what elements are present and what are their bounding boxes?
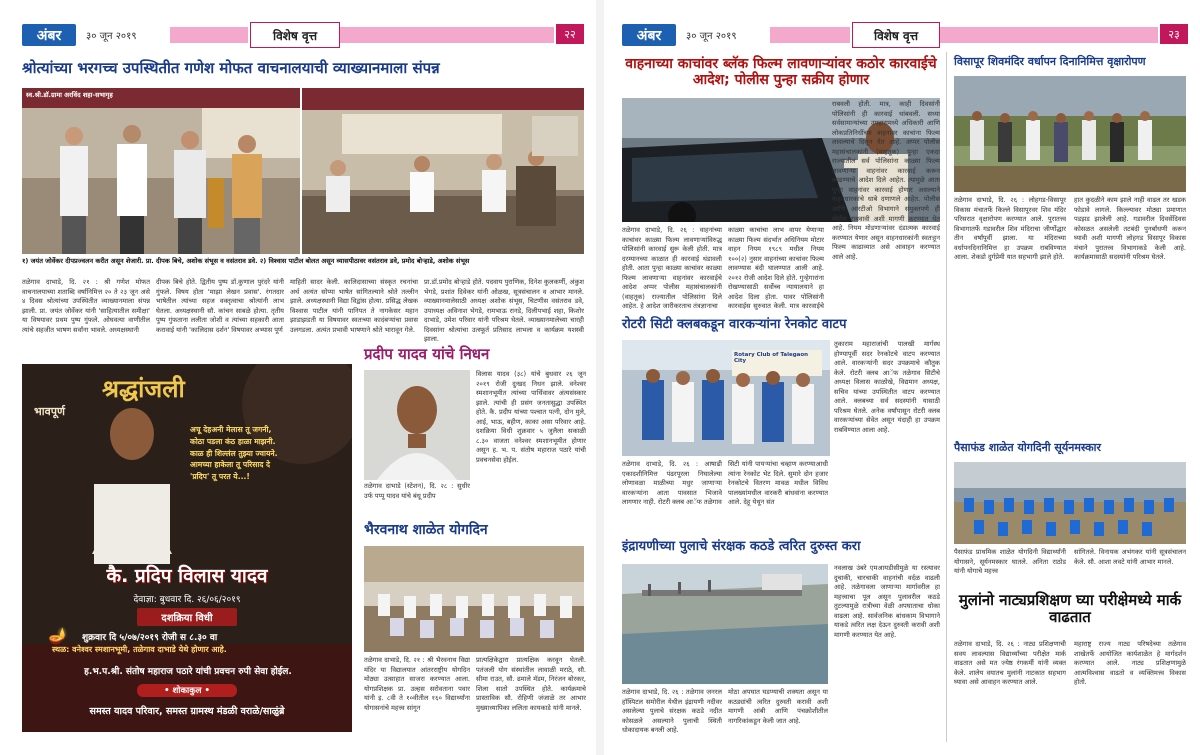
article-headline: मुलांनो नाट्यप्रशिक्षण घ्या परीक्षेमध्ये मार्क वाढतात [958, 591, 1182, 627]
header-bar [770, 27, 850, 43]
obituary-ad [22, 364, 352, 732]
ritual-time: शुक्रवार दि ५/०७/२०१९ रोजी स ८.३० वा [82, 633, 218, 643]
left-page [0, 0, 596, 755]
death-date: देवाज्ञा: बुधवार दि. २६/०६/२०१९ [133, 595, 241, 605]
photo-caption: तळेगाव दाभाडे (स्टेशन), दि. २८ : सुधीर उर्फ पप्पू यादव यांचे बंधू प्रदीप [364, 482, 470, 500]
article-column: पैसाफंड प्राथमिक शाळेत योगदिनी विद्यार्थ्यांनी योगासने, सूर्यनमस्कार घातले. अनिता राठोड यांनी योगाचे महत्त्व [954, 548, 1066, 576]
header-bar [170, 27, 248, 43]
hall-banner: स्व.श्री.डॉ.ग्रामा अरविंद शहा-सभागृह [26, 91, 113, 99]
column-divider [946, 52, 947, 742]
issue-date: ३० जून २०१९ [86, 31, 137, 42]
article-headline: वाहनाच्या काचांवर ब्लॅक फिल्म लावणाऱ्यांवर कठोर कारवाईचे आदेश; पोलीस पुन्हा सक्रीय होणार [625, 56, 937, 89]
mourners-label: • शोकाकुल • [137, 684, 237, 697]
article-column: तळेगाव दाभाडे, दि. २१ : श्री भैरवनाथ विद्या मंदिर या विद्यालयात आंतरराष्ट्रीय योगदिन मोठ्या उत्साहात साजरा करण्यात आला. योगप्रशिक्षक प्रा. उल्हस सरोवताना पवार यांनी इ. ८वी ते १०वीतील १६० विद्यार्थ्यांना योगासनांचे महत्त्व सांगून [364, 656, 470, 712]
article-column: हात कुदळीने काम झाले नाही वाढल तर खडक फोडावे लागले. किल्ल्यावर मोठ्या प्रमाणात पडझड झालेली आहे. गडावरील दिवसेंदिवस कोसळत असलेली तटबंदी पुनर्बांधणी करून घ्यावी अशी मागणी लोहगड विसापूर विकास मंचाने पुरातत्त्व विभागाकडे केली आहे. कार्यक्रमासाठी सदस्यांनी परिश्रम घेतले. [1074, 196, 1186, 262]
header-bar [340, 27, 554, 43]
article-column: तळेगाव दाभाडे, दि. २६ : आषाढी एकादशीनिमित्त पंढरपूरला निघालेल्या लोणावळा माळीच्या मधुर जाणाऱ्या वारकऱ्यांना आता पावसात भिजावे लागणार नाही. रोटरी क्लब आॅफ तळेगाव [622, 460, 722, 507]
portrait-photo [364, 370, 470, 480]
article-column: माहिती सादर केली. कालिदासाच्या संस्कृत रचनांचा अर्थ अत्यंत सोप्या भाषेत सांगितल्याने श्रोते तल्लीन झाले. अध्यक्षस्थानी विद्या विद्वांस होत्या. प्रसिद्ध लेखक विश्वास पाटील यांनी पानिपत ते नागकेसर महान झाडाझडती या विषयावर स्वतःच्या कादंबऱ्यांचा प्रवास उलगडला. अत्यंत प्रभावी भाषणाने श्रोते भारावून गेले. [290, 278, 418, 334]
article-column: तळेगाव दाभाडे, दि. २१ : श्री गणेश मोफत वाचनालयाच्या शताब्दि वर्षानिमित्त २० ते २३ जून असे ४ दिवस श्रोत्यांच्या उपस्थितीत व्याख्यानमाला संपन्न झाली. प्रा. जयंत जोर्वेकर यांनी 'साहित्यातील समीक्षा' या विषयावर प्रथम पुष्प गुंफले. ओघवत्या वाणीतील त्यांचे सहजीत भाषण सर्वांना भावले. अध्यक्षस्थानी [22, 278, 150, 334]
article-column: राबवली होती. मात्र, काही दिवसांनी पोलिसांनी ही कारवाई थांबवली. सध्या सर्वसामान्यांच्या उपहारामध्ये अधिकारी आणि लोकप्रतिनिधींच्या वाहनांवर काचांना फिल्म लावल्याचे दिसून येत आहे. अप्पर पोलीस महासंचालकांनी (वाहतूक) पुन्हा एकदा राज्यातील सर्व पोलिसांना काळ्या फिल्म लावणाऱ्या वाहनांवर कारवाई करून काढण्याचे आदेश दिले आहेत. त्यामुळे आता पुन्हा वाहनांवर कारवाई होणार असल्याने वाहनधारकांचे धाबे दणाणले आहेत. पोलीस आणि आरटीओ विभागाने संयुक्तपणे ही मोहीम राबवावी अशी मागणी करण्यात येत आहे. नियम मोडणाऱ्यांवर दंडात्मक कारवाई करण्यात येणार असून वाहनधारकांनी स्वतःहून फिल्म काढाव्यात असे आवाहन करण्यात आले आहे. [832, 100, 940, 261]
bridge-photo [622, 564, 828, 684]
section-label: विशेष वृत्त [250, 22, 340, 48]
page-number: २३ [1160, 24, 1188, 44]
article-column: प्रात्यक्षिकेद्वारा प्रात्यक्षिक करवून घेतली. पतंजली योग संस्थांतील लावाळी मराठे, सौ. सीमा राउत, सौ. ढमाले मॅडम, निरंजन बोरकर, शिला सातो उपस्थित होते. कार्यक्रमाचे प्रास्ताविक सौ. रोहिणी जंजाळे तर आभार मुख्याध्यापिका ललिता कायकाडे यांनी मानले. [476, 656, 586, 712]
ritual-heading: दशक्रिया विधी [137, 608, 237, 626]
article-column: तळेगाव दाभाडे, दि. २६ : तळेगाव जनरल हॉस्पिटल समोरील येथील इंद्रायणी नदीवर असलेल्या पुलाचे संरक्षक कठडे नदीत कोसळले असल्याने पुलाची स्थिती धोकादायक बनली आहे. [622, 688, 722, 735]
oil-lamp-icon: 🪔 [48, 626, 68, 645]
brand-logo: अंबर [22, 24, 76, 46]
obituary-label: भावपूर्ण [34, 405, 65, 418]
article-column: दीपक बिचे होते. द्वितीय पुष्प डॉ.कुणाल पुरंदरे यांनी गुंफले. विषय होता 'माझा लेखन प्रवास'. रंगतदार भाषेतील त्यांच्या सहज वक्तृत्वाचा श्रोत्यांनी लाभ घेतला. अध्यक्षस्थानी सौ. कांचन साबळे होत्या. तृतीय पुष्प गुंफताना ललीता जोशी व त्यांच्या सहकारी आता करावाई यांनी 'कालिदास दर्शन' विषयावर अभ्यास पूर्ण [156, 278, 284, 334]
yoga-photo [364, 546, 584, 652]
event-photo [302, 88, 584, 254]
article-column: तळेगाव दाभाडे, दि. २६ : वाहनांच्या काचांवर काळ्या फिल्म लावणाऱ्यांविरुद्ध पोलिसांनी कारवाई सुरू केली होती. मात्र दरम्यानच्या काळात ही कारवाई थंडावली होती. आता पुन्हा काळ्या काचांवर काळ्या फिल्म लावणाऱ्या वाहनांवर कारवाईचे आदेश अप्पर पोलीस महासंचालकांनी (वाहतूक) राज्यातील पोलिसांना दिले आहेत. हे आदेश जारीकरताच तंत्रज्ञानाचा [622, 226, 722, 311]
page-gutter [596, 0, 604, 755]
article-headline: श्रोत्यांच्या भरगच्च उपस्थितीत गणेश मोफत वाचनालयाची व्याख्यानमाला संपन्न [22, 59, 440, 77]
rotary-banner: Rotary Club of Talegaon City [734, 352, 809, 364]
obituary-poem: अचू देहअनी मेलास तू जगनी, कोठा पडला कंठ हाळा माझनी. काळ ही शिल्लंल तुझ्या ज्वायने. आमच्या हाकेला तू परिसाद दे 'प्रदिप' तू परत ये...! [190, 425, 278, 482]
article-headline: प्रदीप यादव यांचे निधन [364, 345, 490, 363]
issue-date: ३० जून २०१९ [686, 31, 737, 42]
article-column: प्रा.डॉ.प्रमोद बोऱ्हाडे होते. पदवाय पुराणिक, दिनेश कुलकर्णी, अंकुश भेगडे, प्रशांत दिवेकर यांनी ओळख, सूत्रसंचालन व आभार मानले. व्याख्यानमालेसाठी अध्यक्ष अशोक संभूस, चिटणीस वसंतराव डवे, उपाध्यक्ष अविनाश भेगडे, रामभाऊ रानडे, दिलीपभाई शहा, किशोर दाभाडे, उमेश परिवार यांनी परिश्रम घेतले. व्याख्यानमालेच्या चारही दिवसांना श्रोत्यांचा उत्स्फूर्त प्रतिसाद लाभला व कार्यक्रम यशस्वी झाला. [424, 278, 584, 344]
article-headline: रोटरी सिटी क्लबकडून वारकऱ्यांना रेनकोट वाटप [622, 317, 847, 332]
article-column: तळेगाव दाभाडे, दि. २६ : लोहगड-विसापूर विकास मंचातर्फे किल्ले विसापूरवर शिव मंदिर परिसरात वृक्षारोपण करण्यात आले. पुरातत्त्व विभागातर्फे गडावरील शिव मंदिराचा जीर्णोद्धार तीन वर्षांपूर्वी झाला. या मंदिराच्या वर्धापनदिनानिमित्त हा उपक्रम राबविण्यात आला. शेकडो दुर्गप्रेमी यात सहभागी झाले होते. [954, 196, 1066, 262]
article-column: सांगितले. विनायक अभंगकर यांनी सूत्रसंचालन केले. सौ. आशा लवटे यांनी आभार मानले. [1074, 548, 1186, 566]
article-column: विलास यादव (३८) यांचे बुधवार २६ जून २०१९ रोजी दुःखद निधन झाले. वनेश्वर स्मशानभूमीत त्यांच्या पार्थिवावर अंत्यसंस्कार झाले. त्यांची ही प्रसंग जनतासुद्धा उपस्थित होते. कै. प्रदीप यांच्या पश्चात पत्नी, दोन मुले, आई, भाऊ, बहीण, काका असा परिवार आहे. दशक्रिया विधी शुक्रवार ५ जुलैला सकाळी ८.३० वाजता वनेश्वर स्मशानभूमीत होणार असून ह. भ. प. संतोष महाराज पठारे यांची प्रवचनसेवा होईल. [476, 370, 586, 464]
ritual-venue: स्थळ: वनेश्वर स्मशानभूमी, तळेगाव दाभाडे येथे होणार आहे. [52, 645, 227, 654]
page-number: २२ [556, 24, 584, 44]
event-photo [22, 88, 300, 254]
speaker-note: ह.भ.प.श्री. संतोष महाराज पठारे यांची प्रवचन रुपी सेवा होईल. [84, 667, 292, 677]
obituary-title: श्रद्धांजली [102, 374, 185, 403]
article-headline: पैसाफंड शाळेत योगदिनी सूर्यनमस्कार [954, 441, 1101, 454]
photo-caption: १) जयंत जोर्वेकर दीपप्रज्वलन करीत असून शेजारी. प्रा. दीपक बिचे, अशोक संभूस व वसंतराव डवे. २) विश्वास पाटील बोलत असून व्यासपीठावर वसंतराव डवे, प्रमोद बोऱ्हाडे, अशोक संभूस [22, 257, 470, 265]
surya-namaskar-photo [954, 462, 1186, 544]
deceased-name: कै. प्रदिप विलास यादव [106, 565, 268, 587]
right-page [604, 0, 1200, 755]
article-headline: विसापूर शिवमंदिर वर्धापन दिनानिमित्त वृक्षारोपण [954, 55, 1146, 68]
article-column: तुकाराम महाराजांची पालखी मार्गस्थ होण्यापूर्वी सदर रेनकोटचे वाटप करण्यात आले. वारकऱ्यांनी सदर उपक्रमाचे कौतुक केले. रोटरी क्लब आॅफ तळेगाव सिटीचे अध्यक्ष विलास काळोखे, विद्यमान अध्यक्ष, सचिव यांच्या उपस्थितीत वाटप करण्यात आले. क्लबच्या सर्व सदस्यांनी यासाठी परिश्रम घेतले. अनेक वर्षांपासून रोटरी क्लब वारकऱ्यांच्या सेवेत असून यंदाही हा उपक्रम राबविण्यात आला आहे. [834, 340, 940, 434]
article-column: महाराष्ट्र राज्य नाट्य परिषदेच्या तळेगाव शाखेतर्फे आयोजित कार्यशाळेत हे मार्गदर्शन करण्यात आले. नाट्य प्रशिक्षणामुळे आत्मविश्वास वाढतो व व्यक्तिमत्त्व विकास होतो. [1074, 640, 1186, 687]
article-column: सिटी यांनी पायऱ्यांचा चव्हाण करण्याआधी त्यांना रेनकोट भेट दिले. सुमारे दोन हजार रेनकोटचे वितरण मावळ मधील विविध पालख्यांमधील वारकरी बांधवांना करण्यात आले. देहू येथून संत [728, 460, 828, 507]
mourners: समस्त यादव परिवार, समस्त ग्रामस्थ मंडळी वराळे/साळुंब्रे [89, 706, 285, 717]
article-headline: इंद्रायणीच्या पुलाचे संरक्षक कठडे त्वरित दुरुस्त करा [622, 539, 861, 554]
plantation-photo [954, 76, 1186, 192]
article-headline: भैरवनाथ शाळेत योगदिन [364, 522, 488, 538]
article-column: मोठा अपघात घडण्याची शक्यता असून या कठड्यांची त्वरित दुरुस्ती करावी अशी मागणी आंबी आणि पंचक्रोशीतील नागरिकांकडून केली जात आहे. [728, 688, 828, 725]
article-column: तळेगाव दाभाडे, दि. २६ : नाट्य प्रशिक्षणाची सवय लावल्यास विद्यार्थ्यांच्या परीक्षेत मार्क वाढतात असे मत ज्येष्ठ रंगकर्मी यांनी व्यक्त केले. शालेय वयातच मुलांनी नाटकात सहभाग घ्यावा असे आवाहन करण्यात आले. [954, 640, 1066, 687]
header-bar [940, 27, 1158, 43]
article-column: नवलाख उंबरे एमआयडीसीमुळे या रस्त्यावर दुचाकी, चारचाकी वाहनांची वर्दळ वाढली आहे. तळेगावला जाणाऱ्या मार्गावरील हा महत्त्वाचा पूल असून पुलावरील कठडे तुटल्यामुळे रात्रीच्या वेळी अपघाताचा धोका वाढला आहे. सार्वजनिक बांधकाम विभागाने याकडे त्वरित लक्ष देऊन दुरुस्ती करावी अशी मागणी करण्यात येत आहे. [834, 564, 940, 639]
brand-logo: अंबर [622, 24, 676, 46]
article-column: काळ्या काचांचा लाभ वापर येणाऱ्या काळ्या फिल्म संदर्भात अधिनियम मोटार वाहन नियम १९८९ मधील नियम १००(२) नुसार वाहनांच्या काचांवर फिल्म लावण्यास बंदी घालण्यात आली आहे. २०१२ रोजी आदेश दिले होते. गुन्हेगारांना रोखण्यासाठी सर्वोच्च न्यायालयाने हा आदेश दिला होता. यावर पोलिसांनी कारवाईस सुरुवात केली. मात्र कारवाईचे [728, 226, 824, 311]
section-label: विशेष वृत्त [852, 22, 940, 48]
